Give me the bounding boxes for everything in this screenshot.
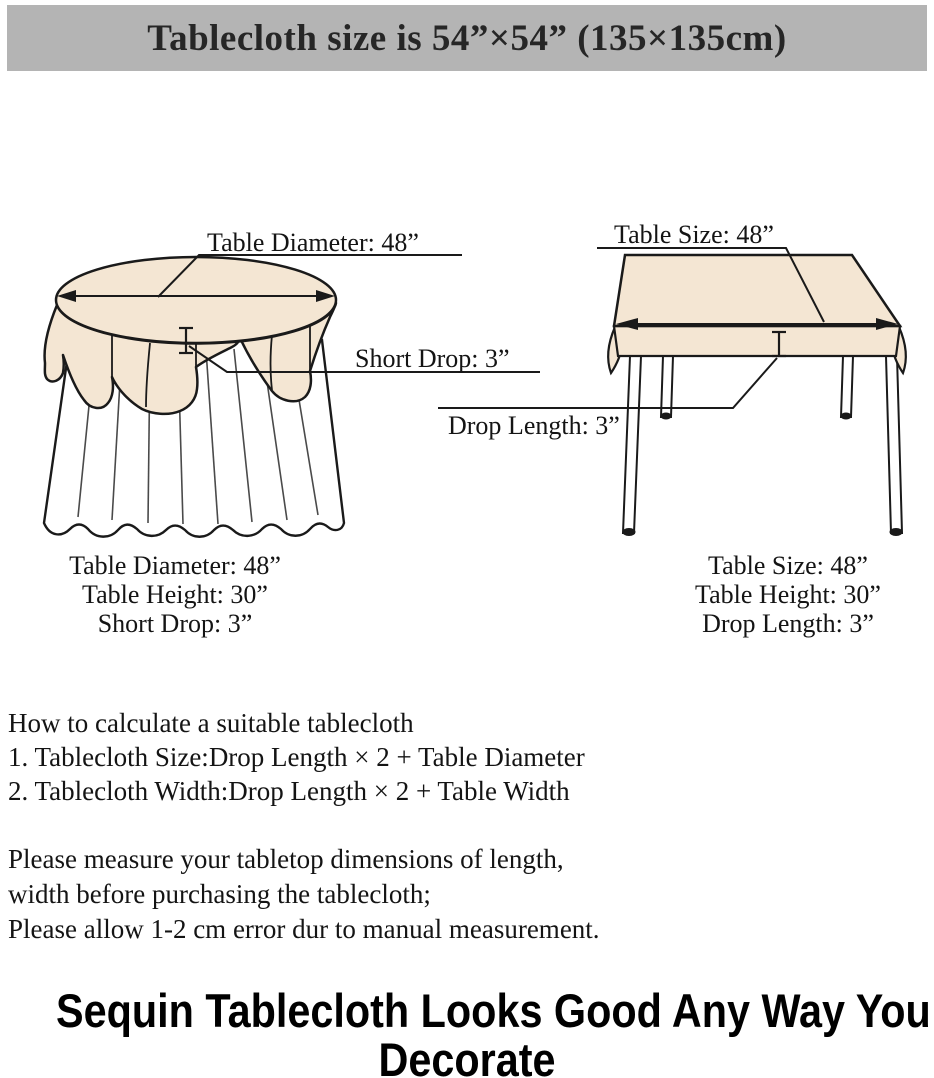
how-to-title: How to calculate a suitable tablecloth xyxy=(8,708,414,738)
caption-line: Table Height: 30” xyxy=(695,580,881,609)
table-size-label: Table Size: 48” xyxy=(614,220,774,249)
note-line: width before purchasing the tablecloth; xyxy=(8,879,431,909)
cloth-front-drop xyxy=(614,326,900,356)
table-legs xyxy=(623,356,902,533)
caption-line: Table Diameter: 48” xyxy=(69,551,281,580)
caption-line: Short Drop: 3” xyxy=(97,609,253,638)
rect-table-diagram xyxy=(438,220,906,536)
round-tabletop xyxy=(56,257,336,343)
note-line: Please measure your tabletop dimensions of length, xyxy=(8,844,564,874)
how-to-step: 2. Tablecloth Width:Drop Length × 2 + Table Width xyxy=(8,776,570,806)
drop-length-label: Drop Length: 3” xyxy=(448,411,620,440)
rect-tabletop xyxy=(614,255,900,326)
measurement-notes xyxy=(8,842,600,947)
round-table-diagram xyxy=(44,228,540,537)
page-title: Tablecloth size is 54”×54” (135×135cm) xyxy=(147,17,787,59)
table-leg-feet xyxy=(623,413,903,537)
rect-table-caption xyxy=(633,551,934,638)
note-line: Please allow 1-2 cm error dur to manual measurement. xyxy=(8,914,600,944)
tagline-line: Decorate xyxy=(378,1033,556,1078)
diameter-label: Table Diameter: 48” xyxy=(207,228,419,257)
caption-line: Table Size: 48” xyxy=(708,551,868,580)
caption-line: Drop Length: 3” xyxy=(702,609,874,638)
round-table-caption xyxy=(10,551,340,638)
size-diagram xyxy=(0,195,934,545)
how-to-section xyxy=(8,706,585,808)
header-banner xyxy=(7,5,927,71)
how-to-step: 1. Tablecloth Size:Drop Length × 2 + Table Diameter xyxy=(8,742,585,772)
tagline-line: Sequin Tablecloth Looks Good Any Way You xyxy=(56,984,931,1037)
footer-tagline xyxy=(0,986,934,1078)
short-drop-label: Short Drop: 3” xyxy=(355,344,510,373)
caption-line: Table Height: 30” xyxy=(82,580,268,609)
